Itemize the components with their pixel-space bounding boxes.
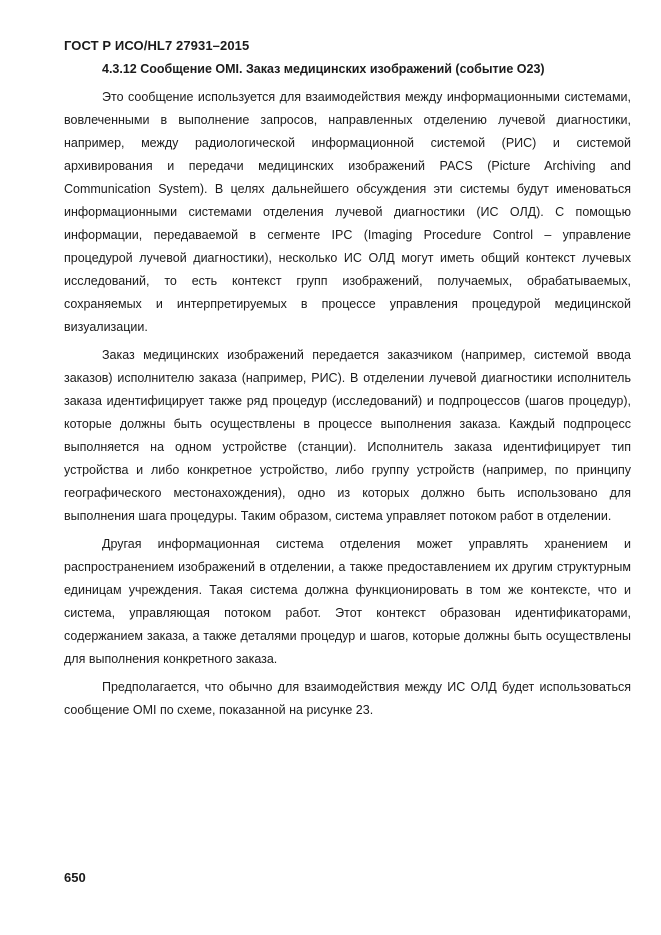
paragraph-2: Заказ медицинских изображений передается заказчиком (например, системой ввода заказов) исполнителю заказа (например, РИС). В отделении лучевой диагностики исполнитель заказа идентифицирует также ряд процедур (исследований) и подпроцессов (шагов процедур), которые должны быть осуществлены в процессе выполнения заказа. Каждый подпроцесс выполняется на одном устройстве (станции). Исполнитель заказа идентифицирует тип устройства и либо конкретное устройство, либо группу устройств (например, по принципу географического местонахождения), одно из которых должно быть использовано для выполнения шага процедуры. Таким образом, система управляет потоком работ в отделении.: [64, 348, 631, 523]
paragraph-4: Предполагается, что обычно для взаимодействия между ИС ОЛД будет использоваться сообщение OMI по схеме, показанной на рисунке 23.: [64, 680, 631, 717]
section-heading: 4.3.12 Сообщение OMI. Заказ медицинских изображений (событие O23): [102, 62, 545, 76]
standard-header: ГОСТ Р ИСО/HL7 27931–2015: [64, 38, 250, 53]
body-text: [64, 86, 631, 727]
paragraph-1: Это сообщение используется для взаимодействия между информационными системами, вовлеченными в выполнение запросов, направленных отделению лучевой диагностики, например, между радиологической информационной системой (РИС) и системой архивирования и передачи медицинских изображений PACS (Picture Archiving and Communication System). В целях дальнейшего обсуждения эти системы будут именоваться информационными системами отделения лучевой диагностики (ИС ОЛД). С помощью информации, передаваемой в сегменте IPC (Imaging Procedure Control – управление процедурой лучевой диагностики), несколько ИС ОЛД могут иметь общий контекст лучевых исследований, то есть контекст групп изображений, получаемых, обрабатываемых, сохраняемых и интерпретируемых в процессе управления процедурой медицинской визуализации.: [64, 90, 631, 334]
paragraph-3: Другая информационная система отделения может управлять хранением и распространением изображений в отделении, а также предоставлением их другим структурным единицам учреждения. Такая система должна функционировать в том же контексте, что и система, управляющая потоком работ. Этот контекст образован идентификаторами, содержанием заказа, а также деталями процедур и шагов, которые должны быть осуществлены для выполнения конкретного заказа.: [64, 537, 631, 666]
page-number: 650: [64, 870, 86, 885]
